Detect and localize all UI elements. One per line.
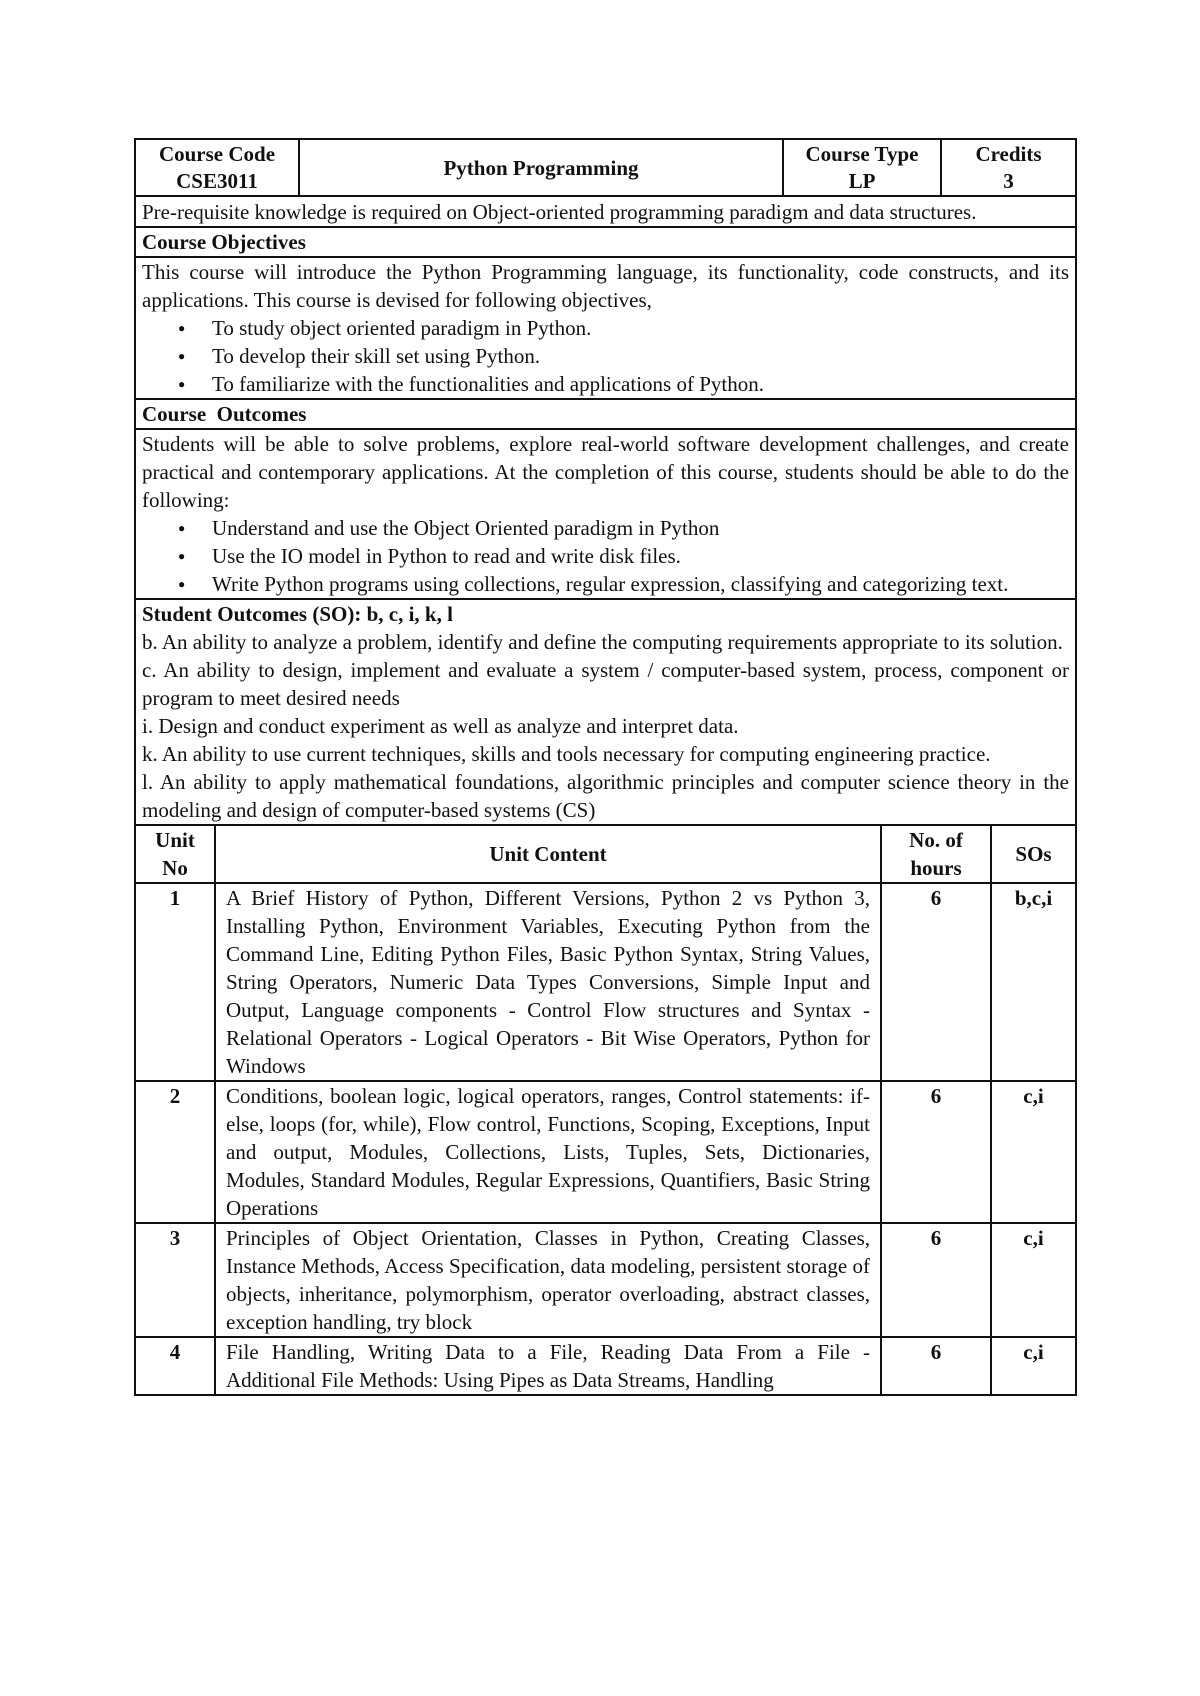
table-row [135,1223,1076,1337]
header-row [135,139,1076,196]
unit-sos: b,c,i [991,883,1076,1081]
credits-value: 3 [1003,169,1014,193]
table-row [135,1337,1076,1395]
unit-content: File Handling, Writing Data to a File, Reading Data From a File - Additional File Methods: Using Pipes as Data Streams, Handling [215,1337,881,1395]
unit-hours: 6 [881,1337,991,1395]
unit-sos: c,i [991,1223,1076,1337]
student-outcome-l: l. An ability to apply mathematical foundations, algorithmic principles and computer science theory in the modeling and design of computer-based systems (CS) [142,770,1069,822]
course-info-table [134,138,1077,826]
credits-label: Credits [975,142,1042,166]
unit-hours: 6 [881,1081,991,1223]
unit-number: 1 [135,883,215,1081]
course-type-label: Course Type [805,142,919,166]
unit-number: 3 [135,1223,215,1337]
list-item: ● To study object oriented paradigm in Python. [212,314,1069,342]
unit-hours: 6 [881,883,991,1081]
unit-number: 4 [135,1337,215,1395]
course-type-cell [783,139,941,196]
course-code-value: CSE3011 [176,169,258,193]
unit-number: 2 [135,1081,215,1223]
unit-content: A Brief History of Python, Different Versions, Python 2 vs Python 3, Installing Python, Environment Variables, Executing Python from the Command Line, Editing Python Files, Basic Python Syntax, String Values, String Operators, Numeric Data Types Conversions, Simple Input and Output, Language components - Control Flow structures and Syntax - Relational Operators - Logical Operators - Bit Wise Operators, Python for Windows [215,883,881,1081]
sos-header [991,825,1076,883]
outcomes-title-row [135,399,1076,429]
unit-no-header-line2: No [162,856,188,880]
hours-header-line2: hours [910,856,962,880]
credits-cell [941,139,1076,196]
unit-content-header-label: Unit Content [489,842,607,866]
list-item: ● To familiarize with the functionalities and applications of Python. [212,370,1069,398]
list-item: ● Understand and use the Object Oriented paradigm in Python [212,514,1069,542]
course-title: Python Programming [443,155,639,180]
list-item: ● Use the IO model in Python to read and write disk files. [212,542,1069,570]
units-header-row [135,825,1076,883]
course-code-cell [135,139,299,196]
units-table [134,824,1077,1396]
table-row [135,883,1076,1081]
course-syllabus [134,138,1075,1396]
unit-sos: c,i [991,1337,1076,1395]
unit-content-header [215,825,881,883]
unit-sos: c,i [991,1081,1076,1223]
hours-header-line1: No. of [909,828,963,852]
objectives-title: Course Objectives [142,230,306,254]
student-outcome-c: c. An ability to design, implement and evaluate a system / computer-based system, process, component or program to meet desired needs [142,658,1069,710]
objectives-row [135,257,1076,399]
outcomes-row [135,429,1076,599]
unit-no-header-line1: Unit [155,828,195,852]
student-outcomes-row [135,599,1076,825]
course-type-value: LP [848,169,876,193]
course-code-label: Course Code [158,142,276,166]
unit-hours: 6 [881,1223,991,1337]
student-outcomes-title: Student Outcomes (SO): b, c, i, k, l [142,602,453,626]
hours-header [881,825,991,883]
student-outcome-i: i. Design and conduct experiment as well as analyze and interpret data. [142,714,739,738]
sos-header-label: SOs [1015,842,1052,866]
course-title-cell [299,139,783,196]
objectives-intro: This course will introduce the Python Programming language, its functionality, code constructs, and its applications. This course is devised for following objectives, [142,260,1069,312]
unit-content: Principles of Object Orientation, Classes in Python, Creating Classes, Instance Methods, Access Specification, data modeling, persistent storage of objects, inheritance, polymorphism, operator overloading, abstract classes, exception handling, try block [215,1223,881,1337]
outcomes-list [142,514,1069,598]
prerequisite-row [135,196,1076,227]
prerequisite-text: Pre-requisite knowledge is required on Object-oriented programming paradigm and data structures. [142,200,977,224]
outcomes-intro: Students will be able to solve problems, explore real-world software development challenges, and create practical and contemporary applications. At the completion of this course, students should be able to do the following: [142,432,1069,512]
table-row [135,1081,1076,1223]
student-outcome-b: b. An ability to analyze a problem, identify and define the computing requirements appropriate to its solution. [142,630,1063,654]
student-outcome-k: k. An ability to use current techniques, skills and tools necessary for computing engineering practice. [142,742,991,766]
unit-no-header [135,825,215,883]
objectives-title-row [135,227,1076,257]
unit-content: Conditions, boolean logic, logical operators, ranges, Control statements: if-else, loops (for, while), Flow control, Functions, Scoping, Exceptions, Input and output, Modules, Collections, Lists, Tuples, Sets, Dictionaries, Modules, Standard Modules, Regular Expressions, Quantifiers, Basic String Operations [215,1081,881,1223]
list-item: ● Write Python programs using collections, regular expression, classifying and categorizing text. [212,570,1069,598]
outcomes-title: Course Outcomes [142,402,307,426]
objectives-list [142,314,1069,398]
list-item: ● To develop their skill set using Python. [212,342,1069,370]
